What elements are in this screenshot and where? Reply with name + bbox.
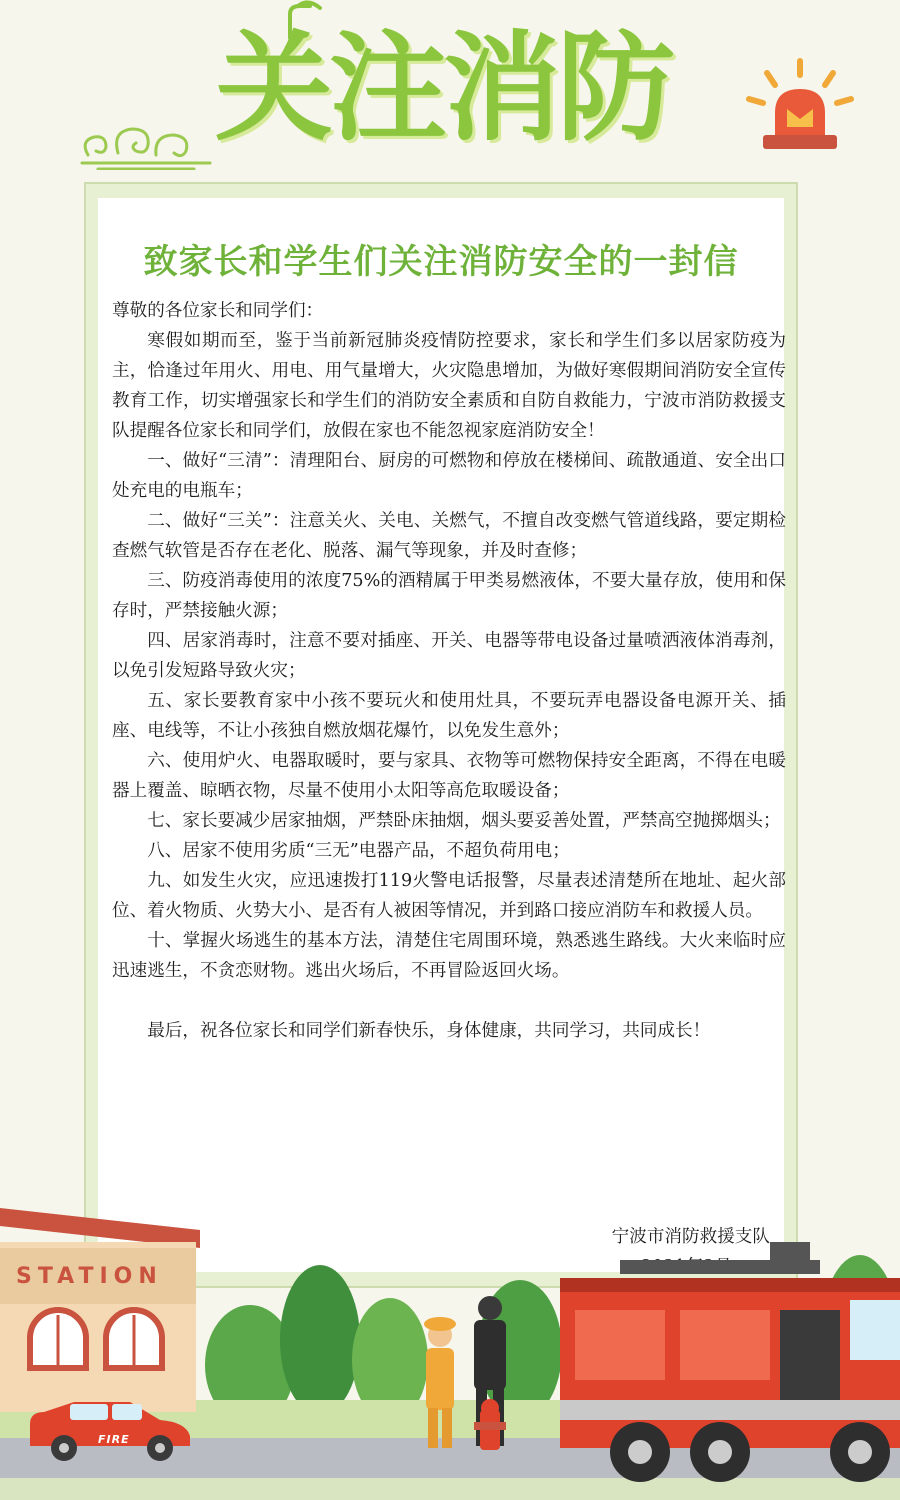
letter-paper [98, 198, 784, 1272]
paragraph-item-7: 七、家长要减少居家抽烟，严禁卧床抽烟，烟头要妥善处置，严禁高空抛掷烟头； [147, 811, 781, 831]
paragraph-item-9: 九、如发生火灾，应迅速拨打119火警电话报警，尽量表述清楚所在地址、起火部位、着火物质、火势大小、是否有人被困等情况，并到路口接应消防车和救援人员。 [112, 871, 786, 921]
scene-illustration [0, 1190, 900, 1500]
alarm-light-icon [745, 55, 855, 155]
grass-strip [0, 1478, 900, 1500]
cloud-ornament-icon [78, 115, 218, 170]
closing-paragraph: 最后，祝各位家长和同学们新春快乐，身体健康，共同学习，共同成长！ [147, 1021, 711, 1041]
letter-body [112, 296, 786, 1046]
letter-title: 致家长和学生们关注消防安全的一封信 [143, 242, 739, 282]
paragraph-item-10: 十、掌握火场逃生的基本方法，清楚住宅周围环境，熟悉逃生路线。大火来临时应迅速逃生，不贪恋财物。逃出火场后，不再冒险返回火场。 [112, 931, 786, 981]
letter-frame [84, 182, 798, 1288]
station-building-icon [0, 1208, 200, 1412]
paragraph-item-2: 二、做好“三关”：注意关火、关电、关燃气，不擅自改变燃气管道线路，要定期检查燃气软管是否存在老化、脱落、漏气等现象，并及时查修； [112, 511, 786, 561]
greeting: 尊敬的各位家长和同学们： [112, 301, 324, 321]
fire-car-label: FIRE [98, 1433, 130, 1446]
fire-station-scene [0, 1190, 900, 1500]
paragraph-item-3: 三、防疫消毒使用的浓度75%的酒精属于甲类易燃液体，不要大量存放，使用和保存时，严禁接触火源； [112, 571, 786, 621]
spacer [112, 986, 786, 1016]
header [0, 0, 900, 180]
paragraph-item-6: 六、使用炉火、电器取暖时，要与家具、衣物等可燃物保持安全距离，不得在电暖器上覆盖、晾晒衣物，尽量不使用小太阳等高危取暖设备； [112, 751, 786, 801]
paragraph-item-5: 五、家长要教育家中小孩不要玩火和使用灶具，不要玩弄电器设备电源开关、插座、电线等，不让小孩独自燃放烟花爆竹，以免发生意外； [112, 691, 786, 741]
paragraph-item-4: 四、居家消毒时，注意不要对插座、开关、电器等带电设备过量喷洒液体消毒剂，以免引发短路导致火灾； [112, 631, 786, 681]
header-title: 关注消防 [215, 19, 672, 157]
station-sign: STATION [16, 1264, 163, 1289]
paragraph-item-1: 一、做好“三清”：清理阳台、厨房的可燃物和停放在楼梯间、疏散通道、安全出口处充电的电瓶车； [112, 451, 786, 501]
paragraph-item-8: 八、居家不使用劣质“三无”电器产品，不超负荷用电； [147, 841, 570, 861]
fire-truck-icon [560, 1242, 900, 1482]
signature-org: 宁波市消防救援支队 [611, 1227, 770, 1247]
paragraph-intro: 寒假如期而至，鉴于当前新冠肺炎疫情防控要求，家长和学生们多以居家防疫为主，恰逢过年用火、用电、用气量增大，火灾隐患增加，为做好寒假期间消防安全宣传教育工作，切实增强家长和学生们的消防安全素质和自防自救能力，宁波市消防救援支队提醒各位家长和同学们，放假在家也不能忽视家庭消防安全！ [112, 331, 786, 441]
fire-extinguisher-icon [268, 0, 328, 40]
